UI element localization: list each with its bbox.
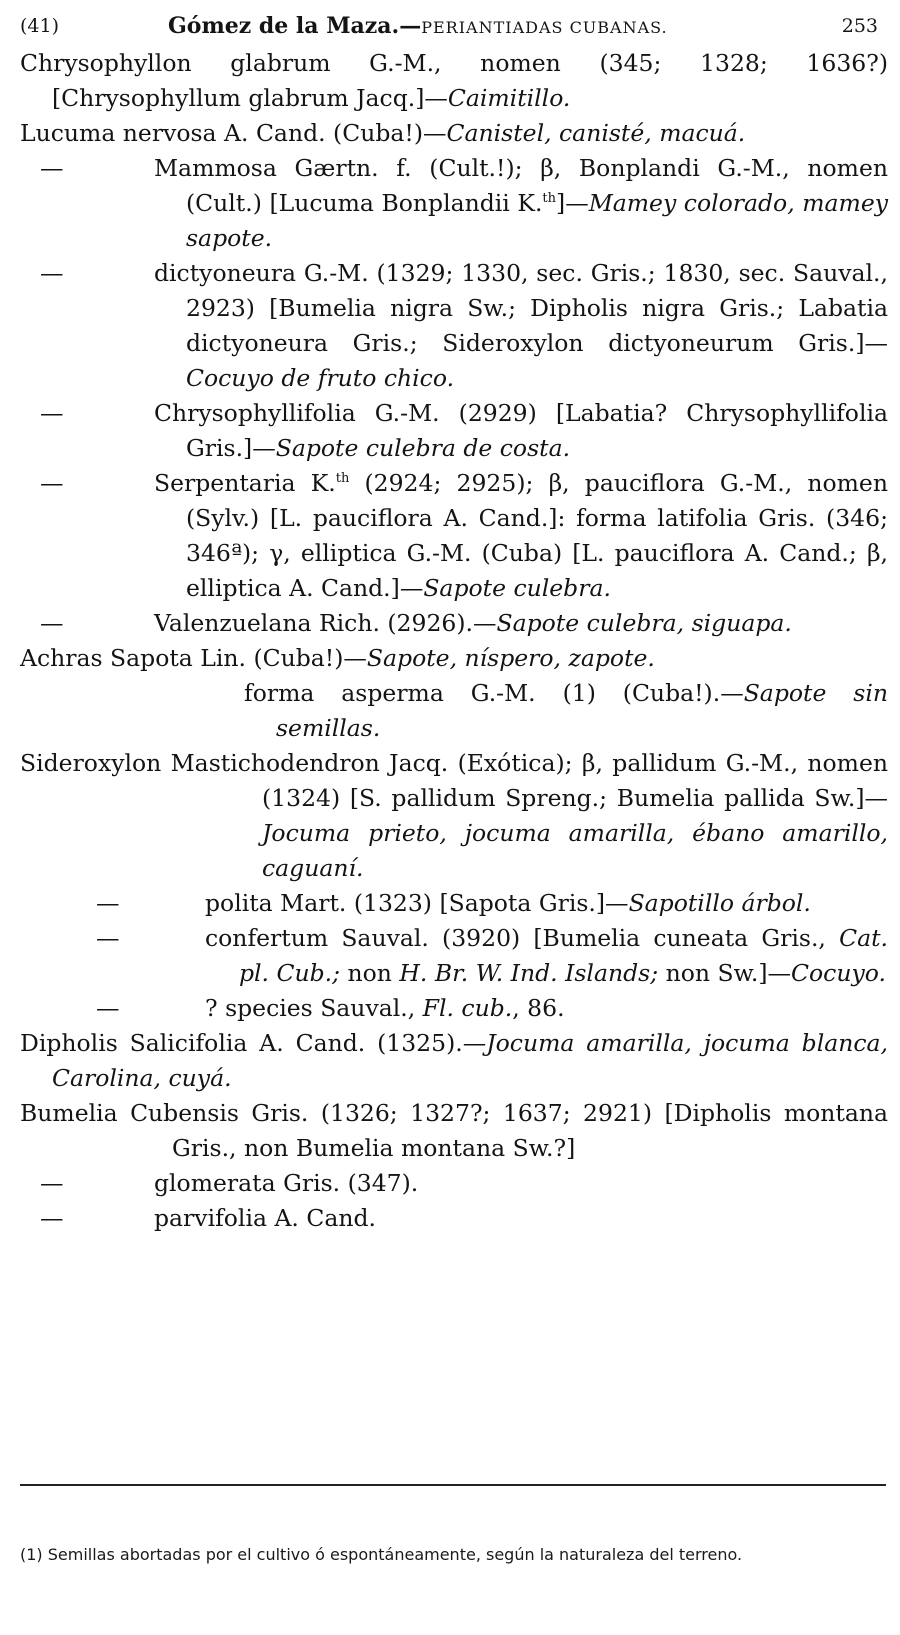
ditto-dash: — bbox=[40, 259, 64, 287]
common-name: Jocuma amarilla, jocuma blanca, Carolina, cuyá. bbox=[52, 1029, 888, 1092]
common-name: Sapote sin semillas. bbox=[276, 679, 888, 742]
ditto-dash: — bbox=[40, 154, 64, 182]
entry-dipholis-salicifolia: Dipholis Salicifolia A. Cand. (1325).—Jocuma amarilla, jocuma blanca, Carolina, cuyá. bbox=[20, 1029, 888, 1092]
ditto-dash: — bbox=[96, 994, 120, 1022]
common-name: Sapote culebra, siguapa. bbox=[496, 609, 792, 637]
entry-achras-sapota: Achras Sapota Lin. (Cuba!)—Sapote, níspero, zapote. bbox=[20, 644, 655, 672]
common-name: Sapote, níspero, zapote. bbox=[366, 644, 655, 672]
common-name: Cocuyo. bbox=[791, 959, 886, 987]
entry-bumelia-glomerata: — glomerata Gris. (347). bbox=[20, 1166, 888, 1201]
running-header bbox=[18, 8, 882, 44]
ditto-dash: — bbox=[40, 1204, 64, 1232]
entry-lucuma-serpentaria: — Serpentaria K.$^{th}$ (2924; 2925); β, pauciflora G.-M., nomen (Sylv.) [L. pauciflora A. Cand.]: forma latifolia Gris. (346; 346ª); γ, elliptica G.-M. (Cuba) [L. pauciflora A. Cand.; β, elliptica A. Cand.]—Sapote culebra. bbox=[20, 466, 888, 606]
page-left-marker: (41) bbox=[20, 15, 60, 37]
entry-bumelia-cubensis: Bumelia Cubensis Gris. (1326; 1327?; 1637; 2921) [Dipholis montana Gris., non Bumelia montana Sw.?] bbox=[20, 1099, 888, 1162]
entry-achras-forma-asperma: forma asperma G.-M. (1) (Cuba!).—Sapote sin semillas. bbox=[244, 679, 888, 742]
running-title bbox=[168, 8, 668, 46]
entry-sideroxylon-confertum: — confertum Sauval. (3920) [Bumelia cuneata Gris., Cat. pl. Cub.; non H. Br. W. Ind. Islands; non Sw.]—Cocuyo. bbox=[20, 921, 888, 991]
entry-lucuma-chrysophyllifolia: — Chrysophyllifolia G.-M. (2929) [Labatia? Chrysophyllifolia Gris.]—Sapote culebra de costa. bbox=[20, 396, 888, 466]
common-name: Caimitillo. bbox=[447, 84, 571, 112]
ditto-dash: — bbox=[96, 924, 120, 952]
page-number: 253 bbox=[841, 15, 878, 37]
entry-bumelia-parvifolia: — parvifolia A. Cand. bbox=[20, 1201, 888, 1236]
footnote: (1) Semillas abortadas por el cultivo ó espontáneamente, según la naturaleza del terreno. bbox=[20, 1545, 743, 1564]
ditto-dash: — bbox=[96, 889, 120, 917]
author-name: Gómez de la Maza. bbox=[168, 13, 400, 39]
common-name: Sapotillo árbol. bbox=[628, 889, 811, 917]
ditto-dash: — bbox=[40, 399, 64, 427]
common-name: Jocuma prieto, jocuma amarilla, ébano amarillo, caguaní. bbox=[262, 819, 888, 882]
entry-lucuma-mammosa: — Mammosa Gærtn. f. (Cult.!); β, Bonplandi G.-M., nomen (Cult.) [Lucuma Bonplandii K.$^{th}$]—Mamey colorado, mamey sapote. bbox=[20, 151, 888, 256]
common-name: Sapote culebra de costa. bbox=[275, 434, 571, 462]
entry-lucuma-nervosa: Lucuma nervosa A. Cand. (Cuba!)—Canistel, canisté, macuá. bbox=[20, 119, 746, 147]
entry-lucuma-dictyoneura: — dictyoneura G.-M. (1329; 1330, sec. Gris.; 1830, sec. Sauval., 2923) [Bumelia nigra Sw.; Dipholis nigra Gris.; Labatia dictyoneura Gris.; Sideroxylon dictyoneurum Gris.]—Cocuyo de fruto chico. bbox=[20, 256, 888, 396]
footnote-rule bbox=[20, 1484, 886, 1486]
entry-list bbox=[20, 46, 888, 1236]
ditto-dash: — bbox=[40, 469, 64, 497]
ditto-dash: — bbox=[40, 1169, 64, 1197]
title-dash: — bbox=[399, 13, 422, 39]
entry-sideroxylon-species: — ? species Sauval., Fl. cub., 86. bbox=[20, 991, 888, 1026]
common-name: Cocuyo de fruto chico. bbox=[186, 364, 455, 392]
ditto-dash: — bbox=[40, 609, 64, 637]
entry-sideroxylon-polita: — polita Mart. (1323) [Sapota Gris.]—Sapotillo árbol. bbox=[20, 886, 888, 921]
common-name: Sapote culebra. bbox=[423, 574, 611, 602]
entry-sideroxylon-mastichodendron: Sideroxylon Mastichodendron Jacq. (Exótica); β, pallidum G.-M., nomen (1324) [S. pallidum Spreng.; Bumelia pallida Sw.]—Jocuma prieto, jocuma amarilla, ébano amarillo, caguaní. bbox=[20, 749, 888, 882]
common-name: Mamey colorado, mamey sapote. bbox=[186, 189, 888, 252]
common-name: Canistel, canisté, macuá. bbox=[446, 119, 746, 147]
section-title: PERIANTIADAS CUBANAS. bbox=[421, 18, 668, 37]
entry-lucuma-valenzuelana: — Valenzuelana Rich. (2926).—Sapote culebra, siguapa. bbox=[20, 606, 888, 641]
entry-chrysophyllon: Chrysophyllon glabrum G.-M., nomen (345; 1328; 1636?) [Chrysophyllum glabrum Jacq.]—Caimitillo. bbox=[20, 49, 888, 112]
